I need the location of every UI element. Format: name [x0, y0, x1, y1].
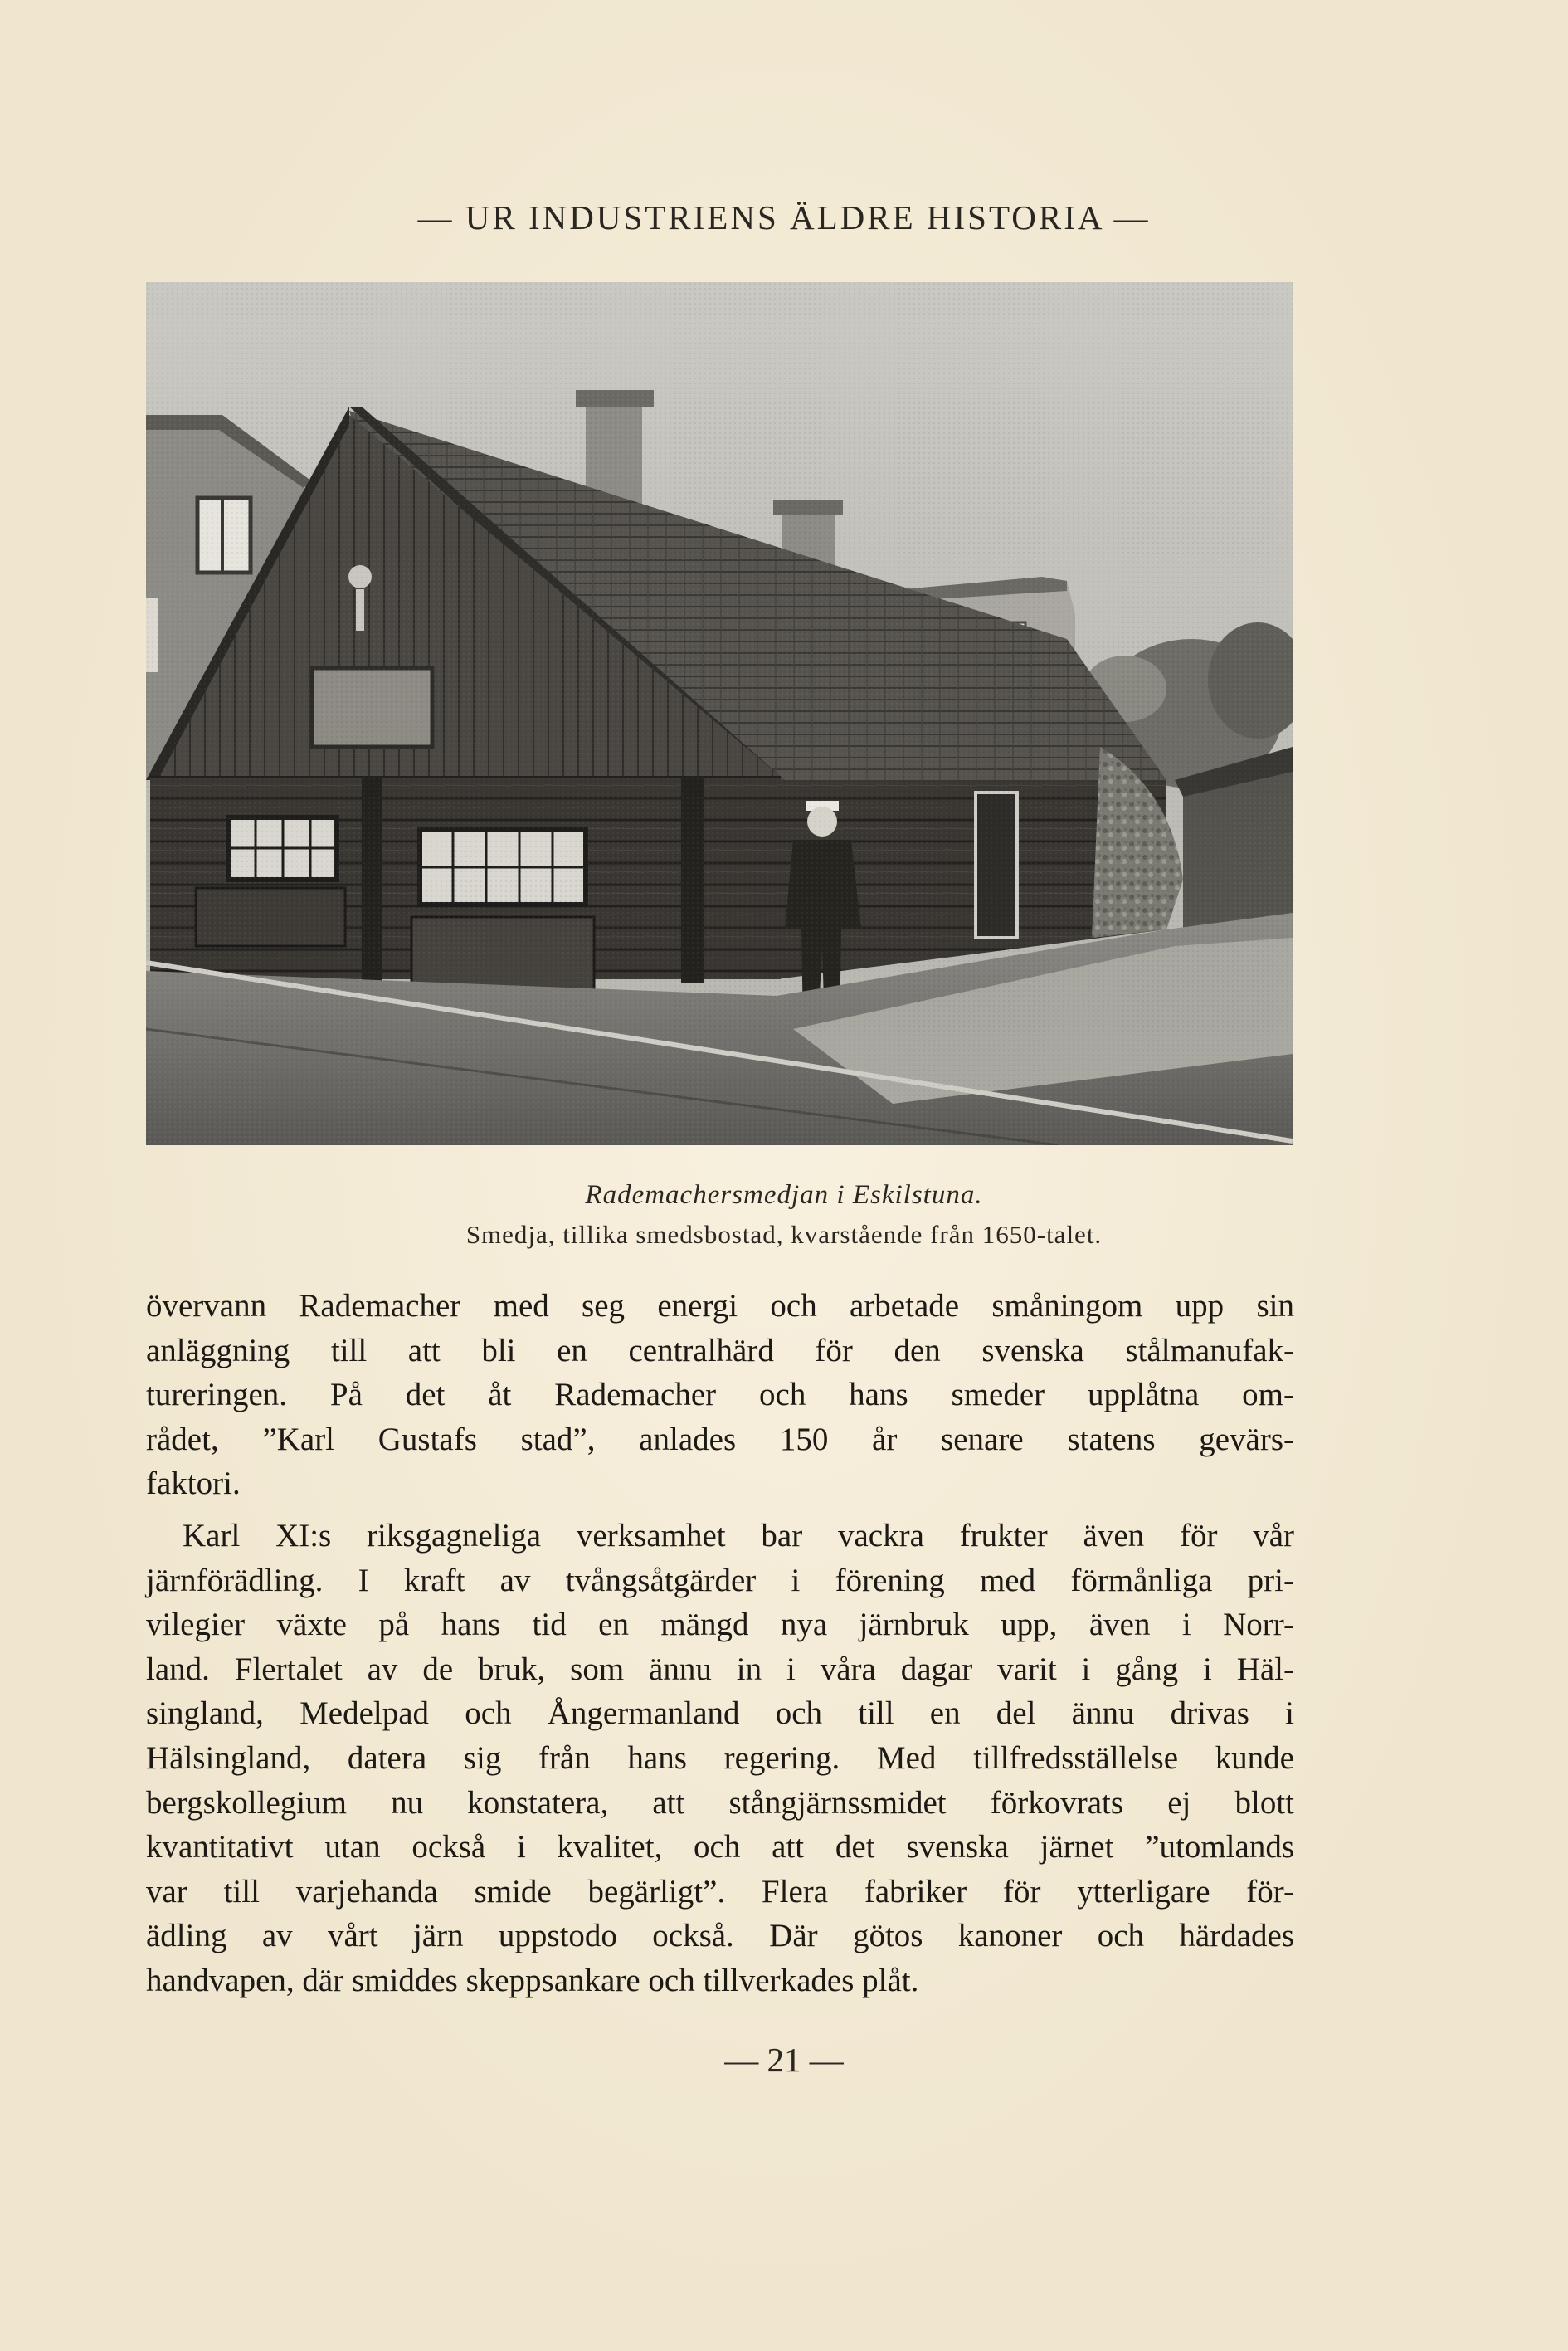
text-line: faktori. — [146, 1466, 241, 1502]
paragraph-2 — [146, 1514, 1294, 2003]
text-line: land. Flertalet av de bruk, som ännu in i våra dagar varit i gång i Häl- — [146, 1651, 1294, 1687]
text-line: tureringen. På det åt Rademacher och hans smeder upplåtna om- — [146, 1377, 1294, 1413]
page-number: — 21 — — [724, 2041, 844, 2079]
text-line: järnförädling. I kraft av tvångsåtgärder i förening med förmånliga pri- — [146, 1562, 1294, 1598]
text-line: anläggning till att bli en centralhärd för den svenska stålmanufak- — [146, 1332, 1294, 1368]
text-line: bergskollegium nu konstatera, att stångjärnssmidet förkovrats ej blott — [146, 1784, 1294, 1821]
paragraph-1 — [146, 1284, 1294, 1506]
text-line: kvantitativt utan också i kvalitet, och att det svenska järnet ”utomlands — [146, 1829, 1294, 1866]
text-line: Hälsingland, datera sig från hans regering. Med tillfredsställelse kunde — [146, 1739, 1294, 1776]
figure-caption-subtitle: Smedja, tillika smedsbostad, kvarstående från 1650-talet. — [465, 1220, 1103, 1249]
text-line: singland, Medelpad och Ångermanland och till en del ännu drivas i — [146, 1695, 1294, 1732]
text-line: rådet, ”Karl Gustafs stad”, anlades 150 år senare statens gevärs- — [146, 1421, 1294, 1457]
text-line: vilegier växte på hans tid en mängd nya järnbruk upp, även i Norr- — [146, 1607, 1294, 1643]
text-line: övervann Rademacher med seg energi och arbetade småningom upp sin — [146, 1288, 1294, 1324]
text-line: handvapen, där smiddes skeppsankare och tillverkades plåt. — [146, 1962, 919, 1998]
text-line: var till varjehanda smide begärligt”. Flera fabriker för ytterligare för- — [146, 1873, 1294, 1910]
running-header: — UR INDUSTRIENS ÄLDRE HISTORIA — — [417, 198, 1151, 237]
figure-caption-title: Rademachersmedjan i Eskilstuna. — [585, 1180, 983, 1210]
photograph-rademachersmedjan — [146, 282, 1293, 1145]
text-line: ädling av vårt järn uppstodo också. Där götos kanoner och härdades — [146, 1918, 1294, 1954]
text-line: Karl XI:s riksgagneliga verksamhet bar vackra frukter även för vår — [183, 1518, 1294, 1554]
